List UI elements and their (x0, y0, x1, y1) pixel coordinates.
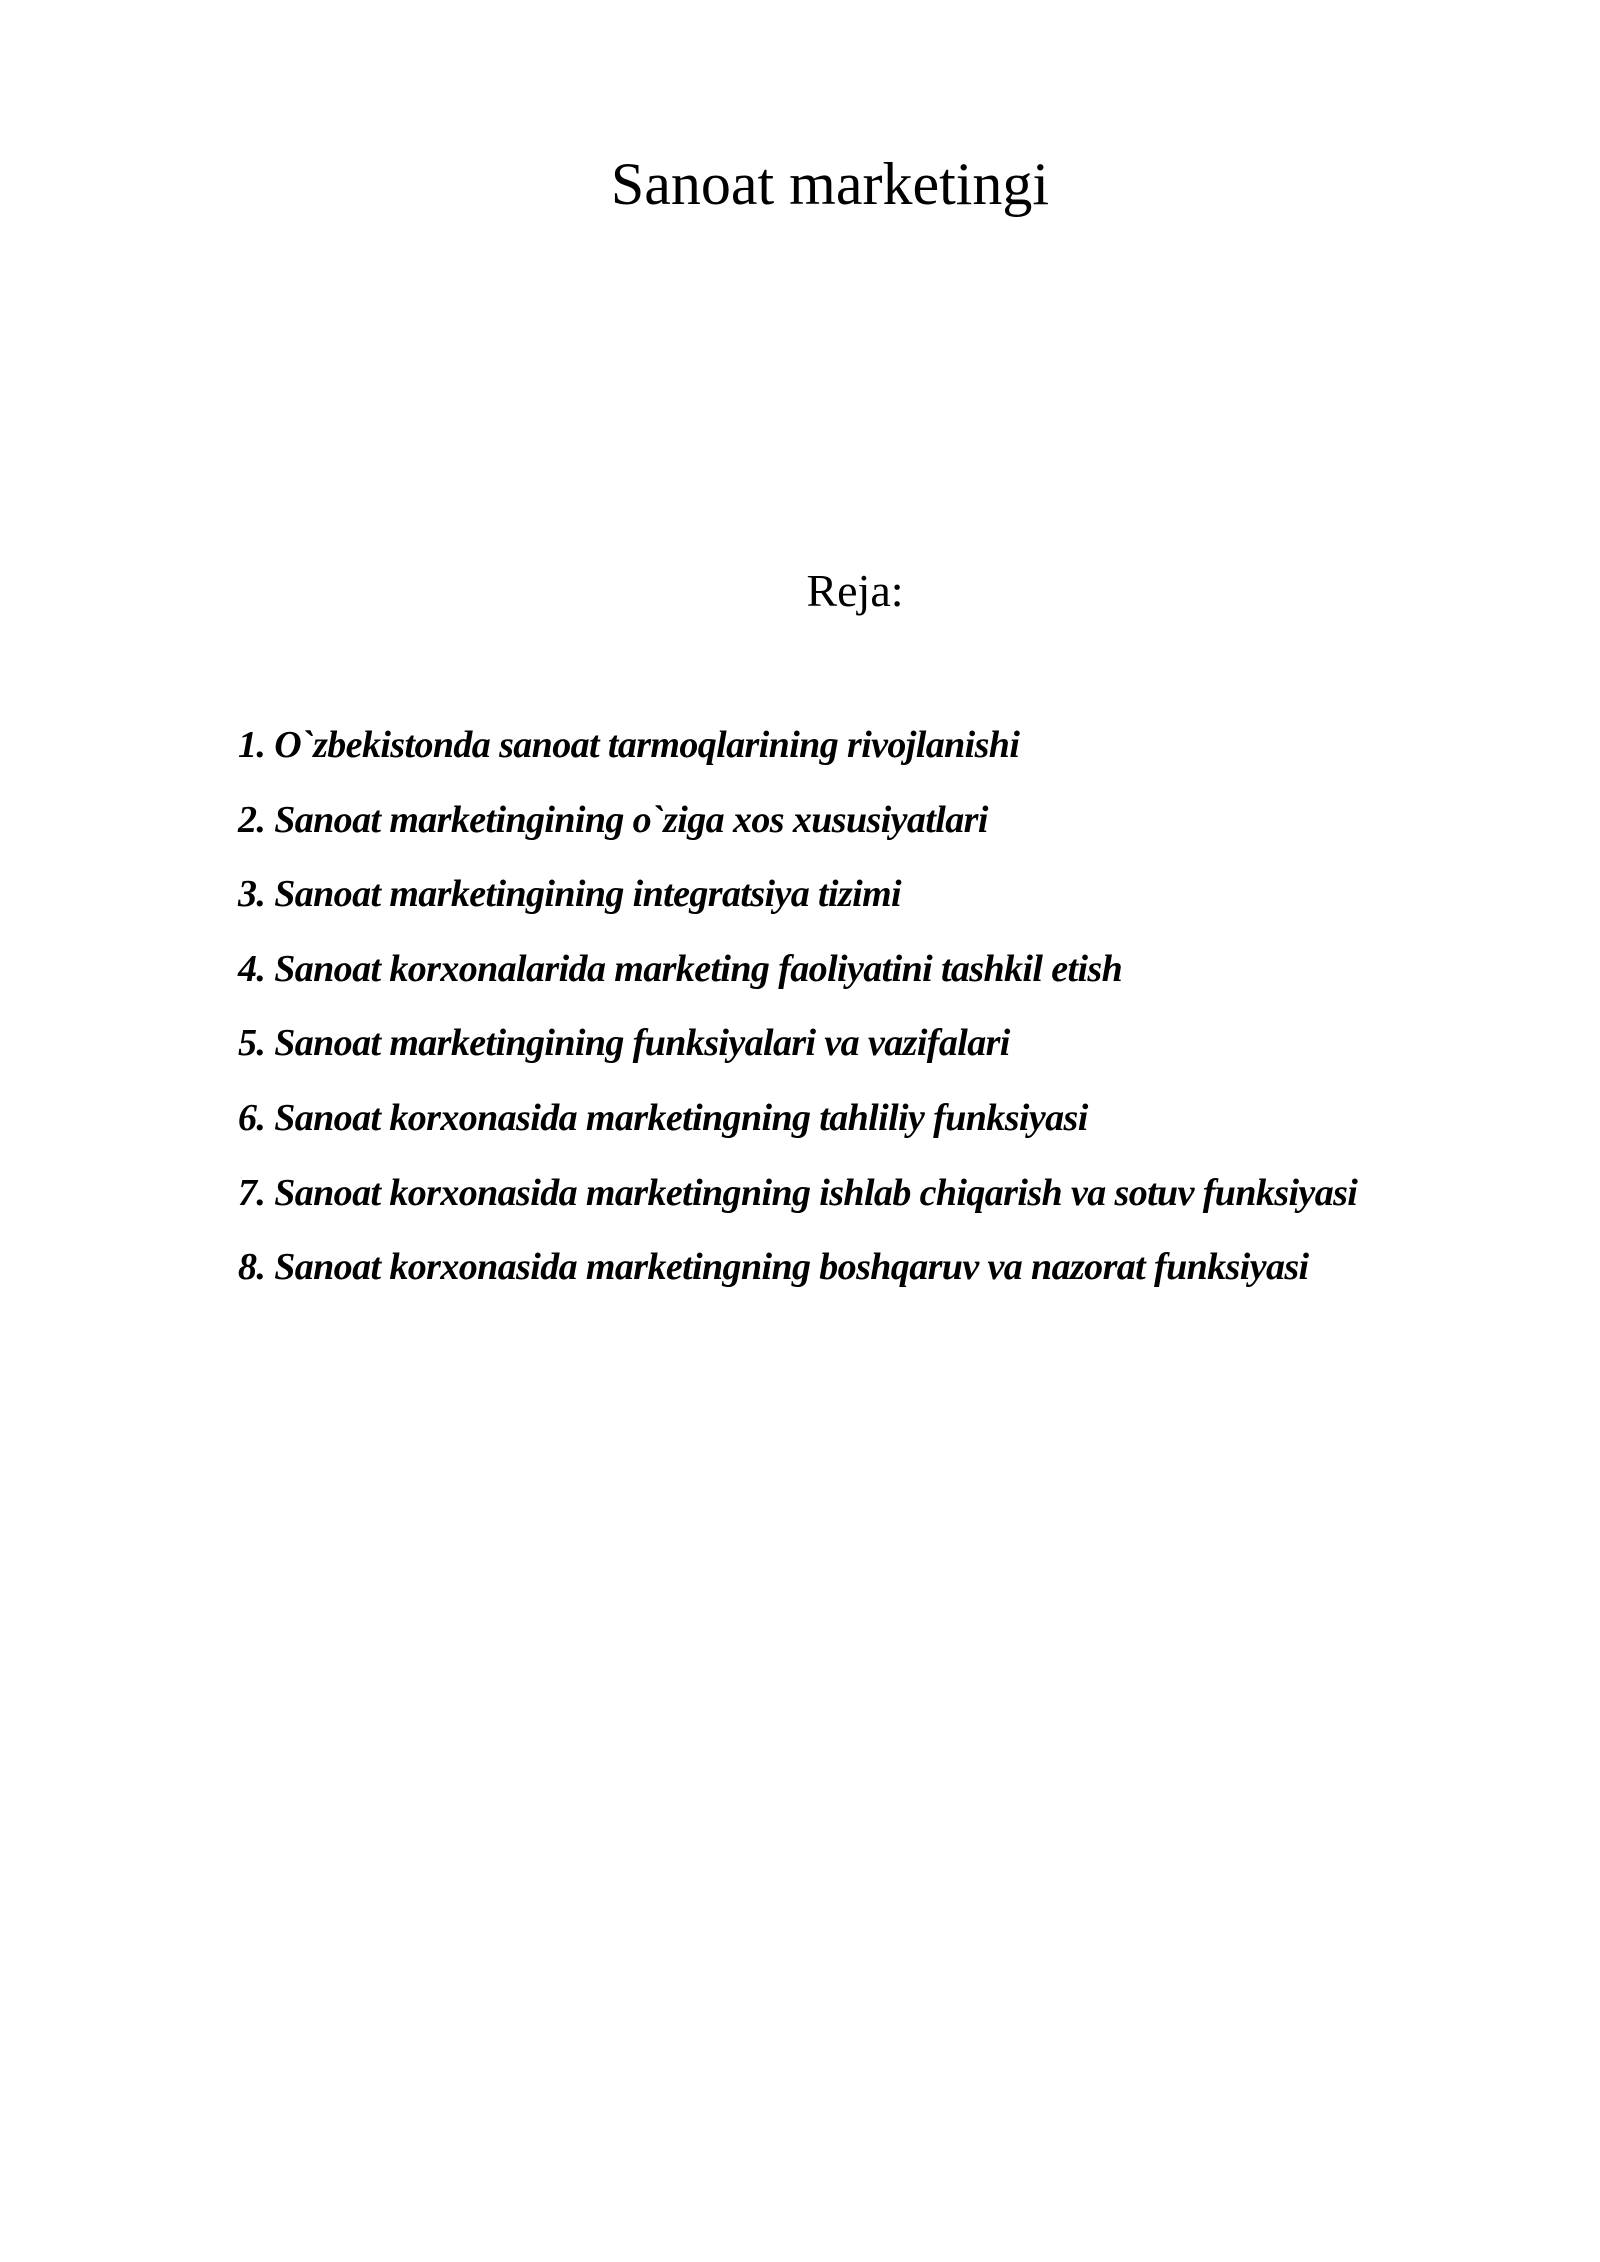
plan-item: 6. Sanoat korxonasida marketingning tahliliy funksiyasi (238, 1096, 1088, 1139)
plan-item: 8. Sanoat korxonasida marketingning boshqaruv va nazorat funksiyasi (238, 1246, 1309, 1289)
document-title: Sanoat marketingi (610, 151, 1050, 217)
plan-item: 2. Sanoat marketingining o`ziga xos xususiyatlari (238, 798, 988, 841)
plan-item: 3. Sanoat marketingining integratsiya tizimi (238, 873, 902, 916)
plan-list (238, 708, 1538, 1305)
plan-item: 1. O`zbekistonda sanoat tarmoqlarining rivojlanishi (238, 724, 1020, 766)
plan-item: 7. Sanoat korxonasida marketingning ishlab chiqarish va sotuv funksiyasi (238, 1171, 1358, 1214)
plan-item: 4. Sanoat korxonalarida marketing faoliyatini tashkil etish (238, 947, 1123, 990)
plan-item: 5. Sanoat marketingining funksiyalari va vazifalari (238, 1022, 1010, 1065)
plan-heading: Reja: (806, 565, 904, 616)
